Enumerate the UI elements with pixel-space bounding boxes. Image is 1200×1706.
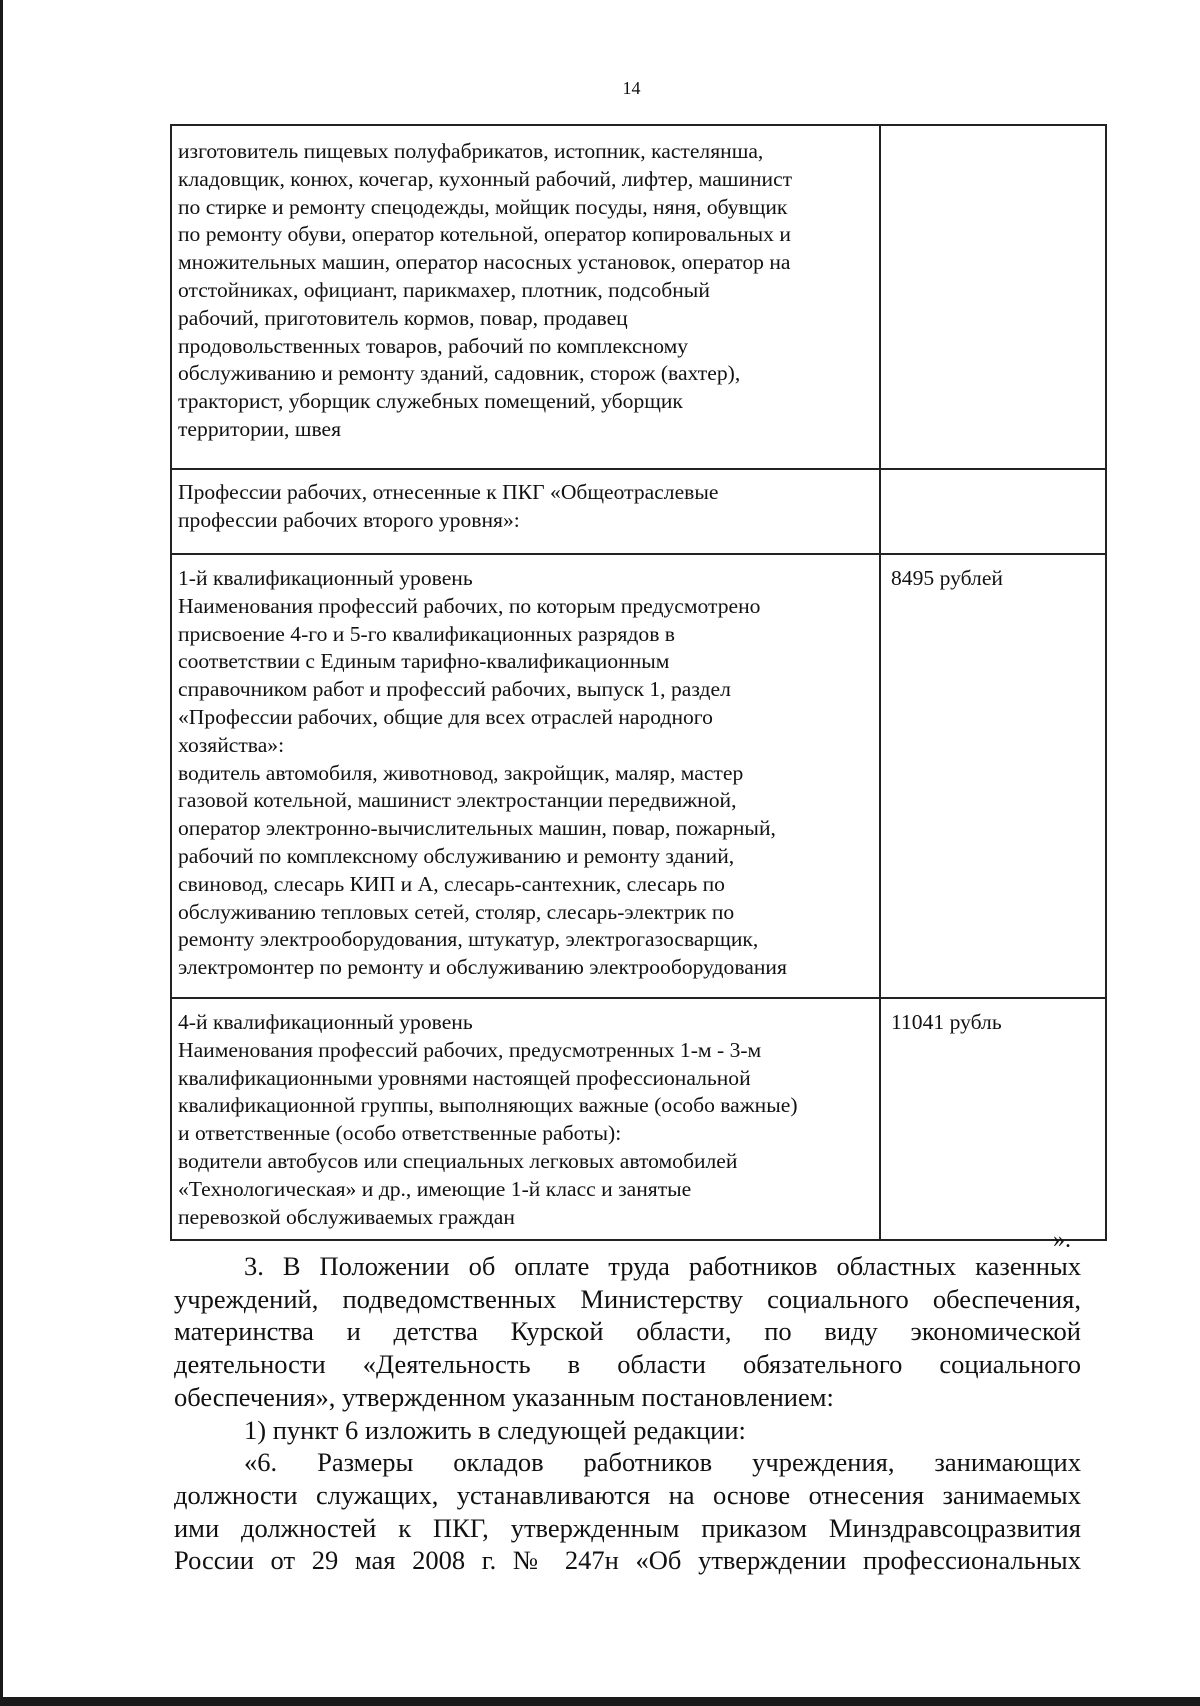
cell-line: ремонту электрооборудования, штукатур, электрогазосварщик, xyxy=(178,927,759,952)
cell-line: оператор электронно-вычислительных машин, повар, пожарный, xyxy=(178,816,776,841)
cell-line: множительных машин, оператор насосных установок, оператор на xyxy=(178,250,791,275)
paragraph-line: 3. В Положении об оплате труда работников областных казенных xyxy=(244,1251,1081,1281)
cell-line: 4-й квалификационный уровень xyxy=(178,1010,473,1034)
cell-line: по стирке и ремонту спецодежды, мойщик посуды, няня, обувщик xyxy=(178,194,788,219)
cell-line: перевозкой обслуживаемых граждан xyxy=(178,1204,515,1229)
cell-line: рабочий, приготовитель кормов, повар, продавец xyxy=(178,305,628,330)
cell-line: водители автобусов или специальных легковых автомобилей xyxy=(178,1148,738,1173)
table-cell-amount: 8495 рублей xyxy=(880,554,1106,998)
page-number: 14 xyxy=(622,78,641,98)
table-cell-description xyxy=(171,469,880,554)
table-cell-amount: 11041 рубль xyxy=(880,998,1106,1240)
cell-line: справочником работ и профессий рабочих, выпуск 1, раздел xyxy=(178,677,731,702)
cell-line: обслуживанию и ремонту зданий, садовник, сторож (вахтер), xyxy=(178,361,741,386)
cell-line: тракторист, уборщик служебных помещений, уборщик xyxy=(178,389,683,414)
cell-line: Наименования профессий рабочих, по которым предусмотрено xyxy=(178,593,761,618)
cell-line: по ремонту обуви, оператор котельной, оператор копировальных и xyxy=(178,222,791,247)
item-1-line: 1) пункт 6 изложить в следующей редакции: xyxy=(244,1414,746,1445)
cell-line: территории, швея xyxy=(178,416,342,441)
cell-line: присвоение 4-го и 5-го квалификационных разрядов в xyxy=(178,621,675,646)
table-cell-description xyxy=(171,554,880,998)
cell-line: соответствии с Единым тарифно-квалификационным xyxy=(178,649,670,674)
cell-line: Наименования профессий рабочих, предусмотренных 1-м - 3-м xyxy=(178,1037,762,1062)
table-cell-description xyxy=(171,125,880,469)
cell-line: и ответственные (особо ответственные работы): xyxy=(178,1121,622,1146)
paragraph-line: учреждений, подведомственных Министерству социального обеспечения, xyxy=(174,1283,1081,1314)
paragraph-line: обеспечения», утвержденном указанным постановлением: xyxy=(174,1381,834,1412)
table-cell-description xyxy=(171,998,880,1240)
cell-line: «Технологическая» и др., имеющие 1-й класс и занятые xyxy=(178,1176,692,1201)
cell-line: свиновод, слесарь КИП и А, слесарь-сантехник, слесарь по xyxy=(178,871,725,896)
paragraph-6-line: «6. Размеры окладов работников учреждения, занимающих xyxy=(244,1447,1081,1478)
paragraph-line: материнства и детства Курской области, по виду экономической xyxy=(174,1316,1081,1347)
table-cell-amount xyxy=(880,469,1106,554)
cell-line: водитель автомобиля, животновод, закройщик, маляр, мастер xyxy=(178,760,744,785)
cell-line: продовольственных товаров, рабочий по комплексному xyxy=(178,333,689,358)
cell-line: квалификационной группы, выполняющих важные (особо важные) xyxy=(178,1093,798,1118)
paragraph-6-line: должности служащих, устанавливаются на основе отнесения занимаемых xyxy=(174,1479,1081,1510)
cell-line: электромонтер по ремонту и обслуживанию электрооборудования xyxy=(178,955,787,980)
scan-bottom-edge xyxy=(0,1697,1200,1706)
cell-line: газовой котельной, машинист электростанции передвижной, xyxy=(178,788,737,813)
cell-line: квалификационными уровнями настоящей профессиональной xyxy=(178,1065,751,1090)
cell-line: рабочий по комплексному обслуживанию и ремонту зданий, xyxy=(178,843,735,868)
cell-line: изготовитель пищевых полуфабрикатов, истопник, кастелянша, xyxy=(178,139,764,163)
table-row xyxy=(171,125,1106,469)
paragraph-6-line: России от 29 мая 2008 г. № 247н «Об утверждении профессиональных xyxy=(174,1545,1081,1576)
paragraph-3 xyxy=(174,1250,1081,1577)
cell-line: хозяйства»: xyxy=(178,732,285,757)
cell-line: обслуживанию тепловых сетей, столяр, слесарь-электрик по xyxy=(178,899,735,924)
cell-line: 1-й квалификационный уровень xyxy=(178,566,473,590)
cell-line: отстойниках, официант, парикмахер, плотник, подсобный xyxy=(178,277,710,302)
cell-line: Профессии рабочих, отнесенные к ПКГ «Общеотраслевые xyxy=(178,480,719,504)
salary-table xyxy=(170,124,1107,1241)
table-cell-amount xyxy=(880,125,1106,469)
scan-left-edge xyxy=(0,0,3,1706)
cell-line: кладовщик, конюх, кочегар, кухонный рабочий, лифтер, машинист xyxy=(178,166,793,191)
table-row xyxy=(171,469,1106,554)
paragraph-6-line: ими должностей к ПКГ, утвержденным приказом Минздравсоцразвития xyxy=(174,1512,1081,1543)
table-row xyxy=(171,554,1106,998)
table-closing-quote: ». xyxy=(1053,1227,1071,1253)
table-row xyxy=(171,998,1106,1240)
paragraph-line: деятельности «Деятельность в области обязательного социального xyxy=(174,1349,1081,1380)
cell-line: профессии рабочих второго уровня»: xyxy=(178,507,520,532)
cell-line: «Профессии рабочих, общие для всех отраслей народного xyxy=(178,704,713,729)
